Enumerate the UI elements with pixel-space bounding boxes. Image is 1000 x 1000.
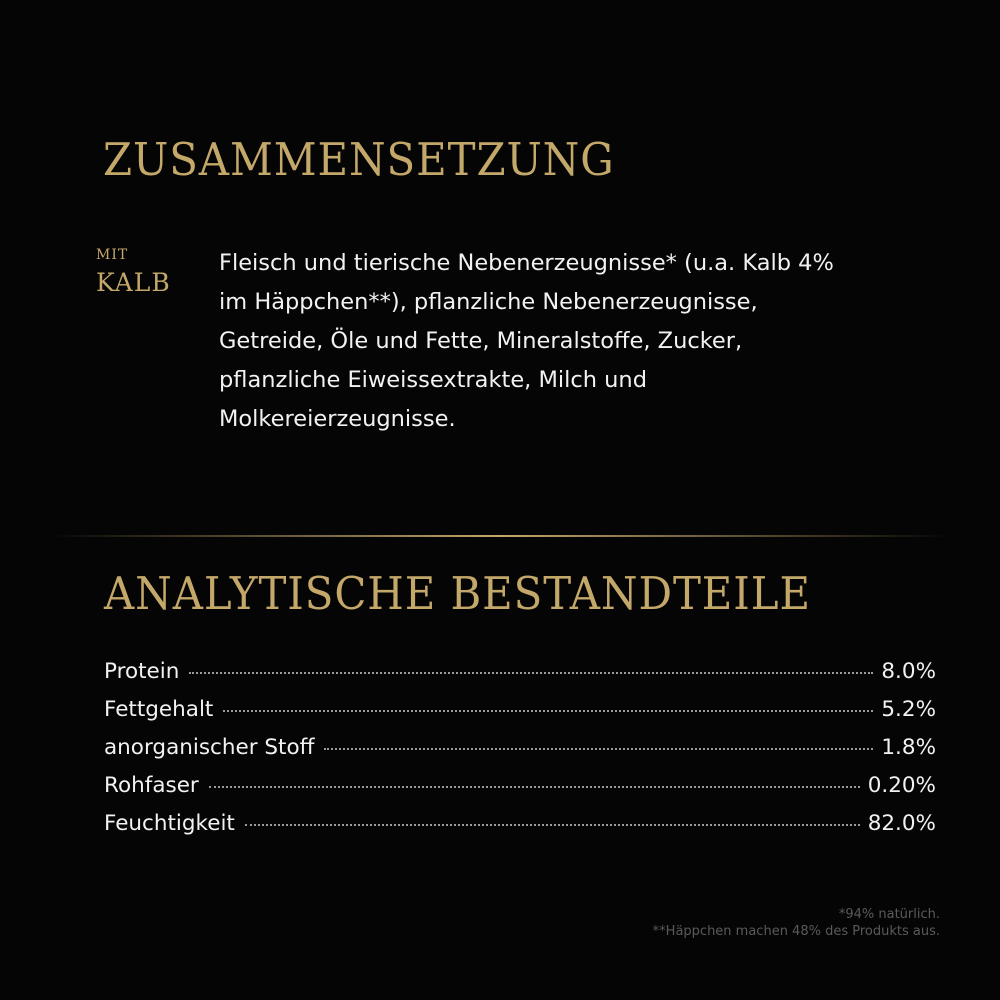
analysis-value: 1.8% bbox=[881, 735, 936, 760]
analysis-heading: ANALYTISCHE BESTANDTEILE bbox=[104, 567, 811, 620]
analysis-value: 5.2% bbox=[881, 697, 936, 722]
analysis-row-rohfaser bbox=[104, 773, 936, 811]
variant-name: KALB bbox=[96, 268, 171, 297]
composition-line: im Häppchen**), pflanzliche Nebenerzeugnisse, bbox=[219, 289, 758, 315]
analysis-row-anorganischer-stoff bbox=[104, 735, 936, 773]
analysis-row-feuchtigkeit bbox=[104, 811, 936, 849]
dot-leader bbox=[223, 710, 873, 712]
analysis-row-protein bbox=[104, 659, 936, 697]
composition-line: pflanzliche Eiweissextrakte, Milch und bbox=[219, 367, 647, 393]
dot-leader bbox=[189, 672, 873, 674]
analysis-row-fettgehalt bbox=[104, 697, 936, 735]
footnotes bbox=[653, 906, 940, 940]
composition-line: Molkereierzeugnisse. bbox=[219, 406, 456, 432]
analysis-list bbox=[104, 659, 936, 849]
variant-prefix: MIT bbox=[96, 247, 129, 263]
analysis-label: Protein bbox=[104, 659, 180, 684]
section-divider bbox=[50, 535, 950, 537]
analysis-value: 0.20% bbox=[867, 773, 936, 798]
analysis-label: Feuchtigkeit bbox=[104, 811, 235, 836]
variant-label bbox=[96, 248, 171, 295]
dot-leader bbox=[245, 824, 860, 826]
analysis-label: Rohfaser bbox=[104, 773, 199, 798]
composition-text bbox=[219, 244, 959, 439]
footnote-pieces: **Häppchen machen 48% des Produkts aus. bbox=[652, 924, 940, 939]
composition-line: Fleisch und tierische Nebenerzeugnisse* (u.a. Kalb 4% bbox=[219, 250, 834, 276]
footnote-natural: *94% natürlich. bbox=[838, 907, 940, 922]
composition-line: Getreide, Öle und Fette, Mineralstoffe, Zucker, bbox=[219, 328, 743, 354]
analysis-value: 8.0% bbox=[881, 659, 936, 684]
dot-leader bbox=[209, 786, 860, 788]
dot-leader bbox=[324, 748, 873, 750]
analysis-value: 82.0% bbox=[867, 811, 936, 836]
composition-heading: ZUSAMMENSETZUNG bbox=[103, 133, 615, 186]
analysis-label: Fettgehalt bbox=[104, 697, 214, 722]
analysis-label: anorganischer Stoff bbox=[104, 735, 315, 760]
